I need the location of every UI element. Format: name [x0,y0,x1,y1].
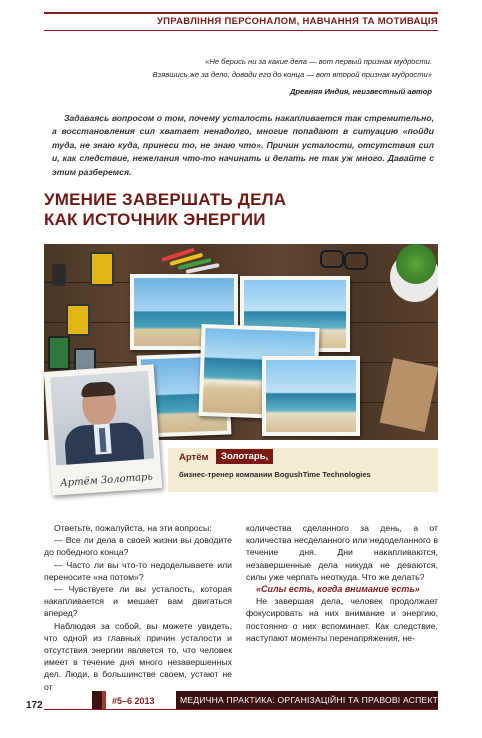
body-paragraph: Ответьте, пожалуйста, на эти вопросы: [54,523,212,533]
header-rule-bottom [44,30,438,31]
body-column-2 [246,522,438,644]
journal-title: МЕДИЧНА ПРАКТИКА: ОРГАНІЗАЦІЙНІ ТА ПРАВОВІ АСПЕКТИ [180,695,445,705]
lead-paragraph: Задаваясь вопросом о том, почему усталость накапливается так стремительно, а восстановления сил хватает ненадолго, многие попадают в ситуацию «пойди туда, не знаю куда, принеси то, не знаю что». Причин усталости, отсутствия сил и, как следствие, нежелания что-то начинать и делать не так уж много. Давайте с этим разберемся. [52,113,434,177]
header-rule-top [44,12,438,14]
footer-logo-mark [92,691,102,709]
headline-line-2: КАК ИСТОЧНИК ЭНЕРГИИ [44,210,266,229]
page-number: 172 [26,700,43,711]
body-column-1 [44,522,232,693]
body-paragraph: Не завершая дела, человек продолжает фокусировать на них внимание и энергию, постоянно о них вспоминает. Как следствие, наступают моменты перенапряжения, не- [246,596,438,643]
headline-line-1: УМЕНИЕ ЗАВЕРШАТЬ ДЕЛА [44,190,287,209]
section-title: УПРАВЛІННЯ ПЕРСОНАЛОМ, НАВЧАННЯ ТА МОТИВАЦІЯ [156,16,438,27]
issue-number: #5–6 2013 [112,696,155,706]
footer-logo-mark-accent [102,691,106,709]
epigraph-line-2: Взявшись же за дело, доводи его до конца — вот второй признак мудрости» [152,70,432,79]
footer-rule [44,709,438,710]
body-paragraph: количества сделанного за день, а от количества несделанного или недоделанного в течение дня. Дни накапливаются, незавершенные дела никуда не деваются, силы уже черпать неоткуда. Что же делать? [246,523,438,582]
body-paragraph: — Все ли дела в своей жизни вы доводите до победного конца? [44,535,232,558]
body-paragraph: — Часто ли вы что-то недоделываете или переносите «на потом»? [44,559,232,582]
epigraph-source: Древняя Индия, неизвестный автор [289,87,432,96]
author-first-name: Артём [179,452,209,463]
author-last-name: Золотарь, [216,449,273,464]
body-subheading: «Силы есть, когда внимание есть» [256,584,420,595]
author-role: бизнес-тренер компании BogushTime Technologies [179,470,371,479]
author-signature: Артём Золотарь [59,471,154,490]
epigraph-line-1: «Не берись ни за какие дела — вот первый признак мудрости. [205,57,432,66]
author-photo [50,371,154,466]
article-headline [44,190,424,230]
author-portrait [44,364,162,495]
body-paragraph: Наблюдая за собой, вы можете увидеть, что одной из главных причин усталости и отсутствия энергии является то, что человек имеет в течение дня много незавершенных дел. Люди, в большинстве своем, устают не от [44,620,232,692]
body-paragraph: — Чувствуете ли вы усталость, которая накапливается и мешает вам двигаться вперед? [44,584,232,619]
